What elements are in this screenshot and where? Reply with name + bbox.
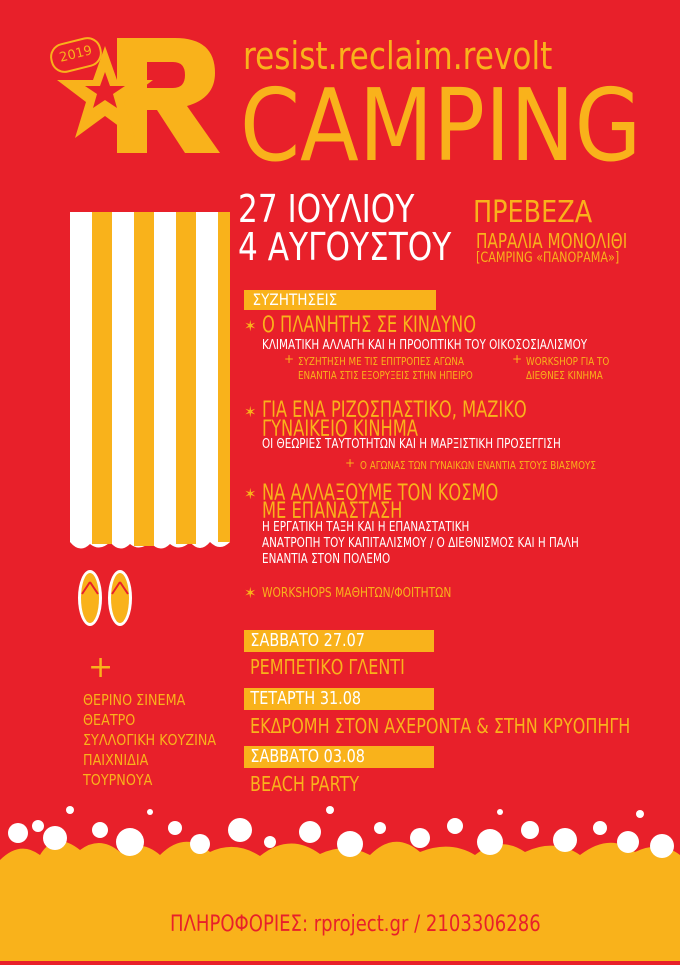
date-end: 4 ΑΥΓΟΥΣΤΟΥ	[238, 225, 452, 269]
star-icon: ✶	[244, 584, 257, 602]
year-label: 2019	[58, 43, 94, 66]
location-camping: [CAMPING «ΠΑΝΟΡΑΜΑ»]	[476, 250, 620, 266]
event-date-bar	[244, 746, 434, 768]
topic2-subtitle: ΟΙ ΘΕΩΡΙΕΣ ΤΑΥΤΟΤΗΤΩΝ ΚΑΙ Η ΜΑΡΞΙΣΤΙΚΗ ΠΡΟΣΕΓΓΙΣΗ	[262, 437, 561, 452]
event-title: ΕΚΔΡΟΜΗ ΣΤΟΝ ΑΧΕΡΟΝΤΑ & ΣΤΗΝ ΚΡΥΟΠΗΓΗ	[250, 714, 631, 738]
topic3-sub-l1: Η ΕΡΓΑΤΙΚΗ ΤΑΞΗ ΚΑΙ Η ΕΠΑΝΑΣΤΑΤΙΚΗ	[262, 520, 470, 535]
event-date: ΤΕΤΑΡΤΗ 31.08	[250, 688, 362, 709]
plus-icon: +	[345, 456, 356, 470]
topic1-extra2-l2: ΔΙΕΘΝΕΣ ΚΙΝΗΜΑ	[526, 369, 603, 382]
location-city: ΠΡΕΒΕΖΑ	[473, 195, 593, 230]
extras-item: ΠΑΙΧΝΙΔΙΑ	[83, 751, 149, 769]
topic3-sub-l2: ΑΝΑΤΡΟΠΗ ΤΟΥ ΚΑΠΙΤΑΛΙΣΜΟΥ / Ο ΔΙΕΘΝΙΣΜΟΣ ΚΑΙ Η ΠΑΛΗ	[262, 536, 579, 551]
extras-item: ΘΕΑΤΡΟ	[83, 711, 136, 729]
topic2-extra: Ο ΑΓΩΝΑΣ ΤΩΝ ΓΥΝΑΙΚΩΝ ΕΝΑΝΤΙΑ ΣΤΟΥΣ ΒΙΑΣΜΟΥΣ	[360, 459, 596, 472]
topic2-title-l2: ΓΥΝΑΙΚΕΙΟ ΚΙΝΗΜΑ	[262, 417, 418, 442]
star-icon: ✶	[244, 485, 257, 503]
striped-towel	[70, 212, 230, 557]
extras-item: ΣΥΛΛΟΓΙΚΗ ΚΟΥΖΙΝΑ	[83, 731, 217, 749]
discussions-heading-bar	[244, 290, 436, 310]
discussions-heading: ΣΥΖΗΤΗΣΕΙΣ	[252, 290, 338, 309]
workshops-label: WORKSHOPS ΜΑΘΗΤΩΝ/ΦΟΙΤΗΤΩΝ	[262, 586, 452, 601]
event-title: BEACH PARTY	[250, 772, 360, 796]
extras-plus: +	[88, 650, 114, 685]
topic3-title-l2: ΜΕ ΕΠΑΝΑΣΤΑΣΗ	[262, 499, 403, 524]
topic1-title: Ο ΠΛΑΝΗΤΗΣ ΣΕ ΚΙΝΔΥΝΟ	[262, 313, 477, 338]
star-icon: ✶	[244, 317, 257, 335]
flip-flops-icon	[75, 568, 135, 630]
topic2-title-l1: ΓΙΑ ΕΝΑ ΡΙΖΟΣΠΑΣΤΙΚΟ, ΜΑΖΙΚΟ	[262, 398, 527, 423]
star-icon: ✶	[244, 403, 257, 421]
tagline: resist.reclaim.revolt	[243, 34, 553, 78]
extras-item: ΘΕΡΙΝΟ ΣΙΝΕΜΑ	[83, 691, 186, 709]
date-start: 27 ΙΟΥΛΙΟΥ	[238, 187, 415, 231]
plus-icon: +	[284, 352, 295, 366]
topic1-extra1-l2: ΕΝΑΝΤΙΑ ΣΤΙΣ ΕΞΟΡΥΞΕΙΣ ΣΤΗΝ ΗΠΕΙΡΟ	[298, 369, 473, 382]
topic3-title-l1: ΝΑ ΑΛΛΑΞΟΥΜΕ ΤΟΝ ΚΟΣΜΟ	[262, 481, 499, 506]
topic1-extra1-l1: ΣΥΖΗΤΗΣΗ ΜΕ ΤΙΣ ΕΠΙΤΡΟΠΕΣ ΑΓΩΝΑ	[298, 355, 464, 368]
extras-item: ΤΟΥΡΝΟΥΑ	[83, 771, 153, 789]
footer-info: ΠΛΗΡΟΦΟΡΙΕΣ: rproject.gr / 2103306286	[170, 912, 541, 937]
topic1-extra2-l1: WORKSHOP ΓΙΑ ΤΟ	[526, 355, 610, 368]
plus-icon: +	[512, 352, 523, 366]
topic1-subtitle: ΚΛΙΜΑΤΙΚΗ ΑΛΛΑΓΗ ΚΑΙ Η ΠΡΟΟΠΤΙΚΗ ΤΟΥ ΟΙΚΟΣΟΣΙΑΛΙΣΜΟΥ	[262, 338, 588, 353]
event-date: ΣΑΒΒΑΤΟ 03.08	[250, 746, 365, 767]
page-title: CAMPING	[240, 67, 642, 184]
event-title: ΡΕΜΠΕΤΙΚΟ ΓΛΕΝΤΙ	[250, 655, 405, 679]
event-date-bar	[244, 630, 434, 652]
extras-list	[83, 690, 240, 790]
event-date-bar	[244, 688, 434, 710]
topic3-sub-l3: ΕΝΑΝΤΙΑ ΣΤΟΝ ΠΟΛΕΜΟ	[262, 552, 391, 567]
location-beach: ΠΑΡΑΛΙΑ ΜΟΝΟΛΙΘΙ	[476, 229, 628, 253]
event-date: ΣΑΒΒΑΤΟ 27.07	[250, 630, 365, 651]
